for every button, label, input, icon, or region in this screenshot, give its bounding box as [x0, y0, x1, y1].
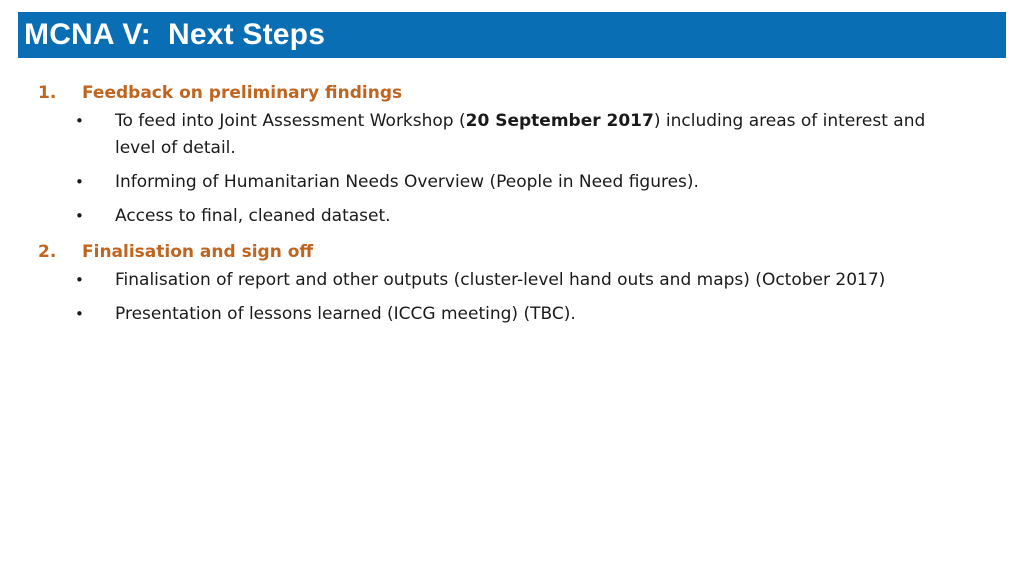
- bullet-text-date: 20 September 2017: [465, 111, 654, 131]
- section-number: 1.: [38, 83, 57, 103]
- bullet-item: [0, 267, 1024, 294]
- bullet-icon: •: [75, 207, 84, 225]
- bullet-icon: •: [75, 173, 84, 191]
- bullet-item: [0, 169, 1024, 196]
- bullet-icon: •: [75, 271, 84, 289]
- bullet-text: Informing of Humanitarian Needs Overview (People in Need figures).: [115, 172, 699, 192]
- bullet-item: [0, 108, 1024, 162]
- bullet-text: Access to final, cleaned dataset.: [115, 206, 391, 226]
- section-heading-feedback: [0, 78, 1024, 108]
- slide-title: MCNA V: Next Steps: [24, 18, 326, 51]
- bullet-text-start: To feed into Joint Assessment Workshop (: [115, 111, 466, 131]
- bullet-item: [0, 301, 1024, 328]
- title-bar: [18, 12, 1006, 58]
- bullet-icon: •: [75, 305, 84, 323]
- bullet-text: Presentation of lessons learned (ICCG meeting) (TBC).: [115, 304, 576, 324]
- bullet-text: Finalisation of report and other outputs (cluster-level hand outs and maps) (October 2017): [115, 270, 886, 290]
- bullet-item: [0, 203, 1024, 230]
- bullet-icon: •: [75, 112, 84, 130]
- slide-content: [0, 78, 1024, 335]
- section-title: Feedback on preliminary findings: [82, 83, 403, 103]
- section-title: Finalisation and sign off: [82, 242, 314, 262]
- bullet-text-end: ) including areas of interest and level of detail.: [115, 111, 926, 158]
- section-heading-finalisation: [0, 237, 1024, 267]
- section-number: 2.: [38, 242, 57, 262]
